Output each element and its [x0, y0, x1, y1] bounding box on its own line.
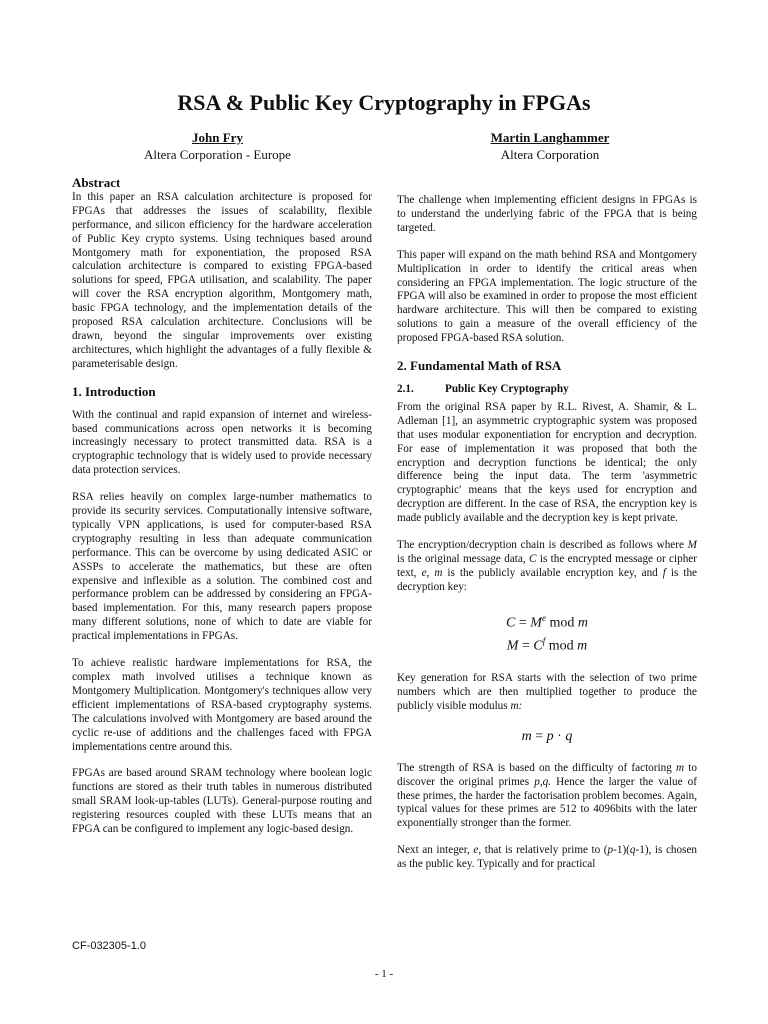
paragraph: The encryption/decryption chain is described as follows where M is the original message data, C is the encrypted message or cipher text, e, m is the publicly available encryption key, and f is the decryption key:: [397, 539, 698, 593]
section-heading-fundamental-math: 2. Fundamental Math of RSA: [397, 358, 562, 374]
paragraph: The challenge when implementing efficient designs in FPGAs is to understand the underlying fabric of the FPGA that is being targeted.: [397, 194, 697, 234]
author-affiliation: Altera Corporation: [500, 147, 600, 162]
subsection-title: Public Key Cryptography: [445, 382, 569, 395]
paragraph: FPGAs are based around SRAM technology where boolean logic functions are stored as their truth tables in numerous distributed small SRAM look-up-tables (LUTs). General-purpose routing and registering resources coupled with these LUTs means that an FPGA can be configured to implement any logic-based design.: [72, 767, 372, 836]
abstract-heading: Abstract: [72, 175, 121, 190]
author-block-1: [70, 129, 365, 163]
paper-title: RSA & Public Key Cryptography in FPGAs: [177, 90, 591, 115]
equation-modulus: m = p · q: [521, 728, 573, 744]
abstract-text: In this paper an RSA calculation architecture is proposed for FPGAs that addresses the issues of scalability, flexible performance, and silicon efficiency for the hardware acceleration of Public Key crypto systems. Using techniques based around Montgomery math for exponentiation, the proposed RSA calculation architecture is compared to existing FPGA-based solutions for speed, FPGA utilisation, and scalability. The paper will cover the RSA encryption algorithm, Montgomery math, basic FPGA technology, and the implementation details of the proposed RSA calculation architecture. Conclusions will be drawn, beyond the singular improvements over existing architectures, which highlight the advantages of a fully flexible & parameterisable design.: [72, 190, 372, 370]
paragraph: RSA relies heavily on complex large-number mathematics to provide its security services. Computationally intensive software, typically VPN applications, is used for computer-based RSA cryptography resulting in less than adequate communication performance. This can be overcome by using dedicated ASIC or ASSPs to accelerate the mathematics, but these are often expensive and inflexible as a solution. The combined cost and performance problem can be addressed by considering an FPGA-based implementation. For this, many research papers propose many different solutions, none of which to date are viable for practical implementations in FPGAs.: [72, 491, 372, 643]
section-heading-introduction: 1. Introduction: [72, 383, 156, 399]
paragraph: This paper will expand on the math behind RSA and Montgomery Multiplication in order to identify the critical areas when considering an FPGA implementation. The logic structure of the FPGA will also be examined in order to propose the most efficient hardware architecture. This will then be compared to existing solutions to gain a measure of the overall efficiency of the proposed FPGA-based RSA solution.: [397, 248, 697, 345]
paragraph: With the continual and rapid expansion of internet and wireless-based communications across open networks it is becoming increasingly necessary to protect transmitted data. RSA is a cryptographic technology that is widely used to provide necessary data protection services.: [72, 408, 372, 477]
equation-decryption: $M = C^f$ mod m: [506, 636, 588, 654]
paragraph: Next an integer, e, that is relatively prime to (p-1)(q-1), is chosen as the public key. Typically and for practical: [397, 844, 698, 871]
subsection-number: 2.1.: [397, 382, 414, 395]
paragraph: To achieve realistic hardware implementations for RSA, the complex math involved utilises a technique known as Montgomery Multiplication. Montgomery's techniques allow very efficient implementations of RSA-based cryptography systems. The calculations involved with Montgomery are based around the cyclic re-use of additions and the challenges faced with FPGA implementations centre around this.: [72, 657, 372, 753]
page-number: - 1 -: [374, 968, 394, 980]
author-name: John Fry: [192, 130, 243, 145]
subsection-heading: [397, 383, 697, 397]
author-name: Martin Langhammer: [490, 130, 610, 145]
paragraph: From the original RSA paper by R.L. Rivest, A. Shamir, & L. Adleman [1], an asymmetric cryptographic system was proposed that uses modular exponentiation for encryption and decryption. For ease of implementation it was proposed that both the encryption and decryption functions be identical; the only difference being the input data. The term 'asymmetric cryptographic' means that the keys used for encryption and decryption are different. In the case of RSA, the encryption key is made publicly available and the decryption key is kept private.: [397, 400, 697, 525]
author-block-2: [400, 129, 700, 163]
equation-block: [397, 609, 697, 656]
paragraph: Key generation for RSA starts with the selection of two prime numbers which are then multiplied together to produce the publicly visible modulus m:: [397, 671, 697, 712]
author-affiliation: Altera Corporation - Europe: [144, 147, 291, 162]
document-id: CF-032305-1.0: [72, 940, 146, 952]
left-column: [72, 176, 372, 850]
right-column: [397, 194, 697, 885]
paragraph: The strength of RSA is based on the difficulty of factoring m to discover the original primes p,q. Hence the larger the value of these primes, the harder the factorisation problem becomes. Again, typical values for these primes are 512 to 4096bits with the later exponentially stronger than the former.: [397, 761, 697, 830]
equation-encryption: $C = M^e$ mod m: [506, 612, 588, 631]
